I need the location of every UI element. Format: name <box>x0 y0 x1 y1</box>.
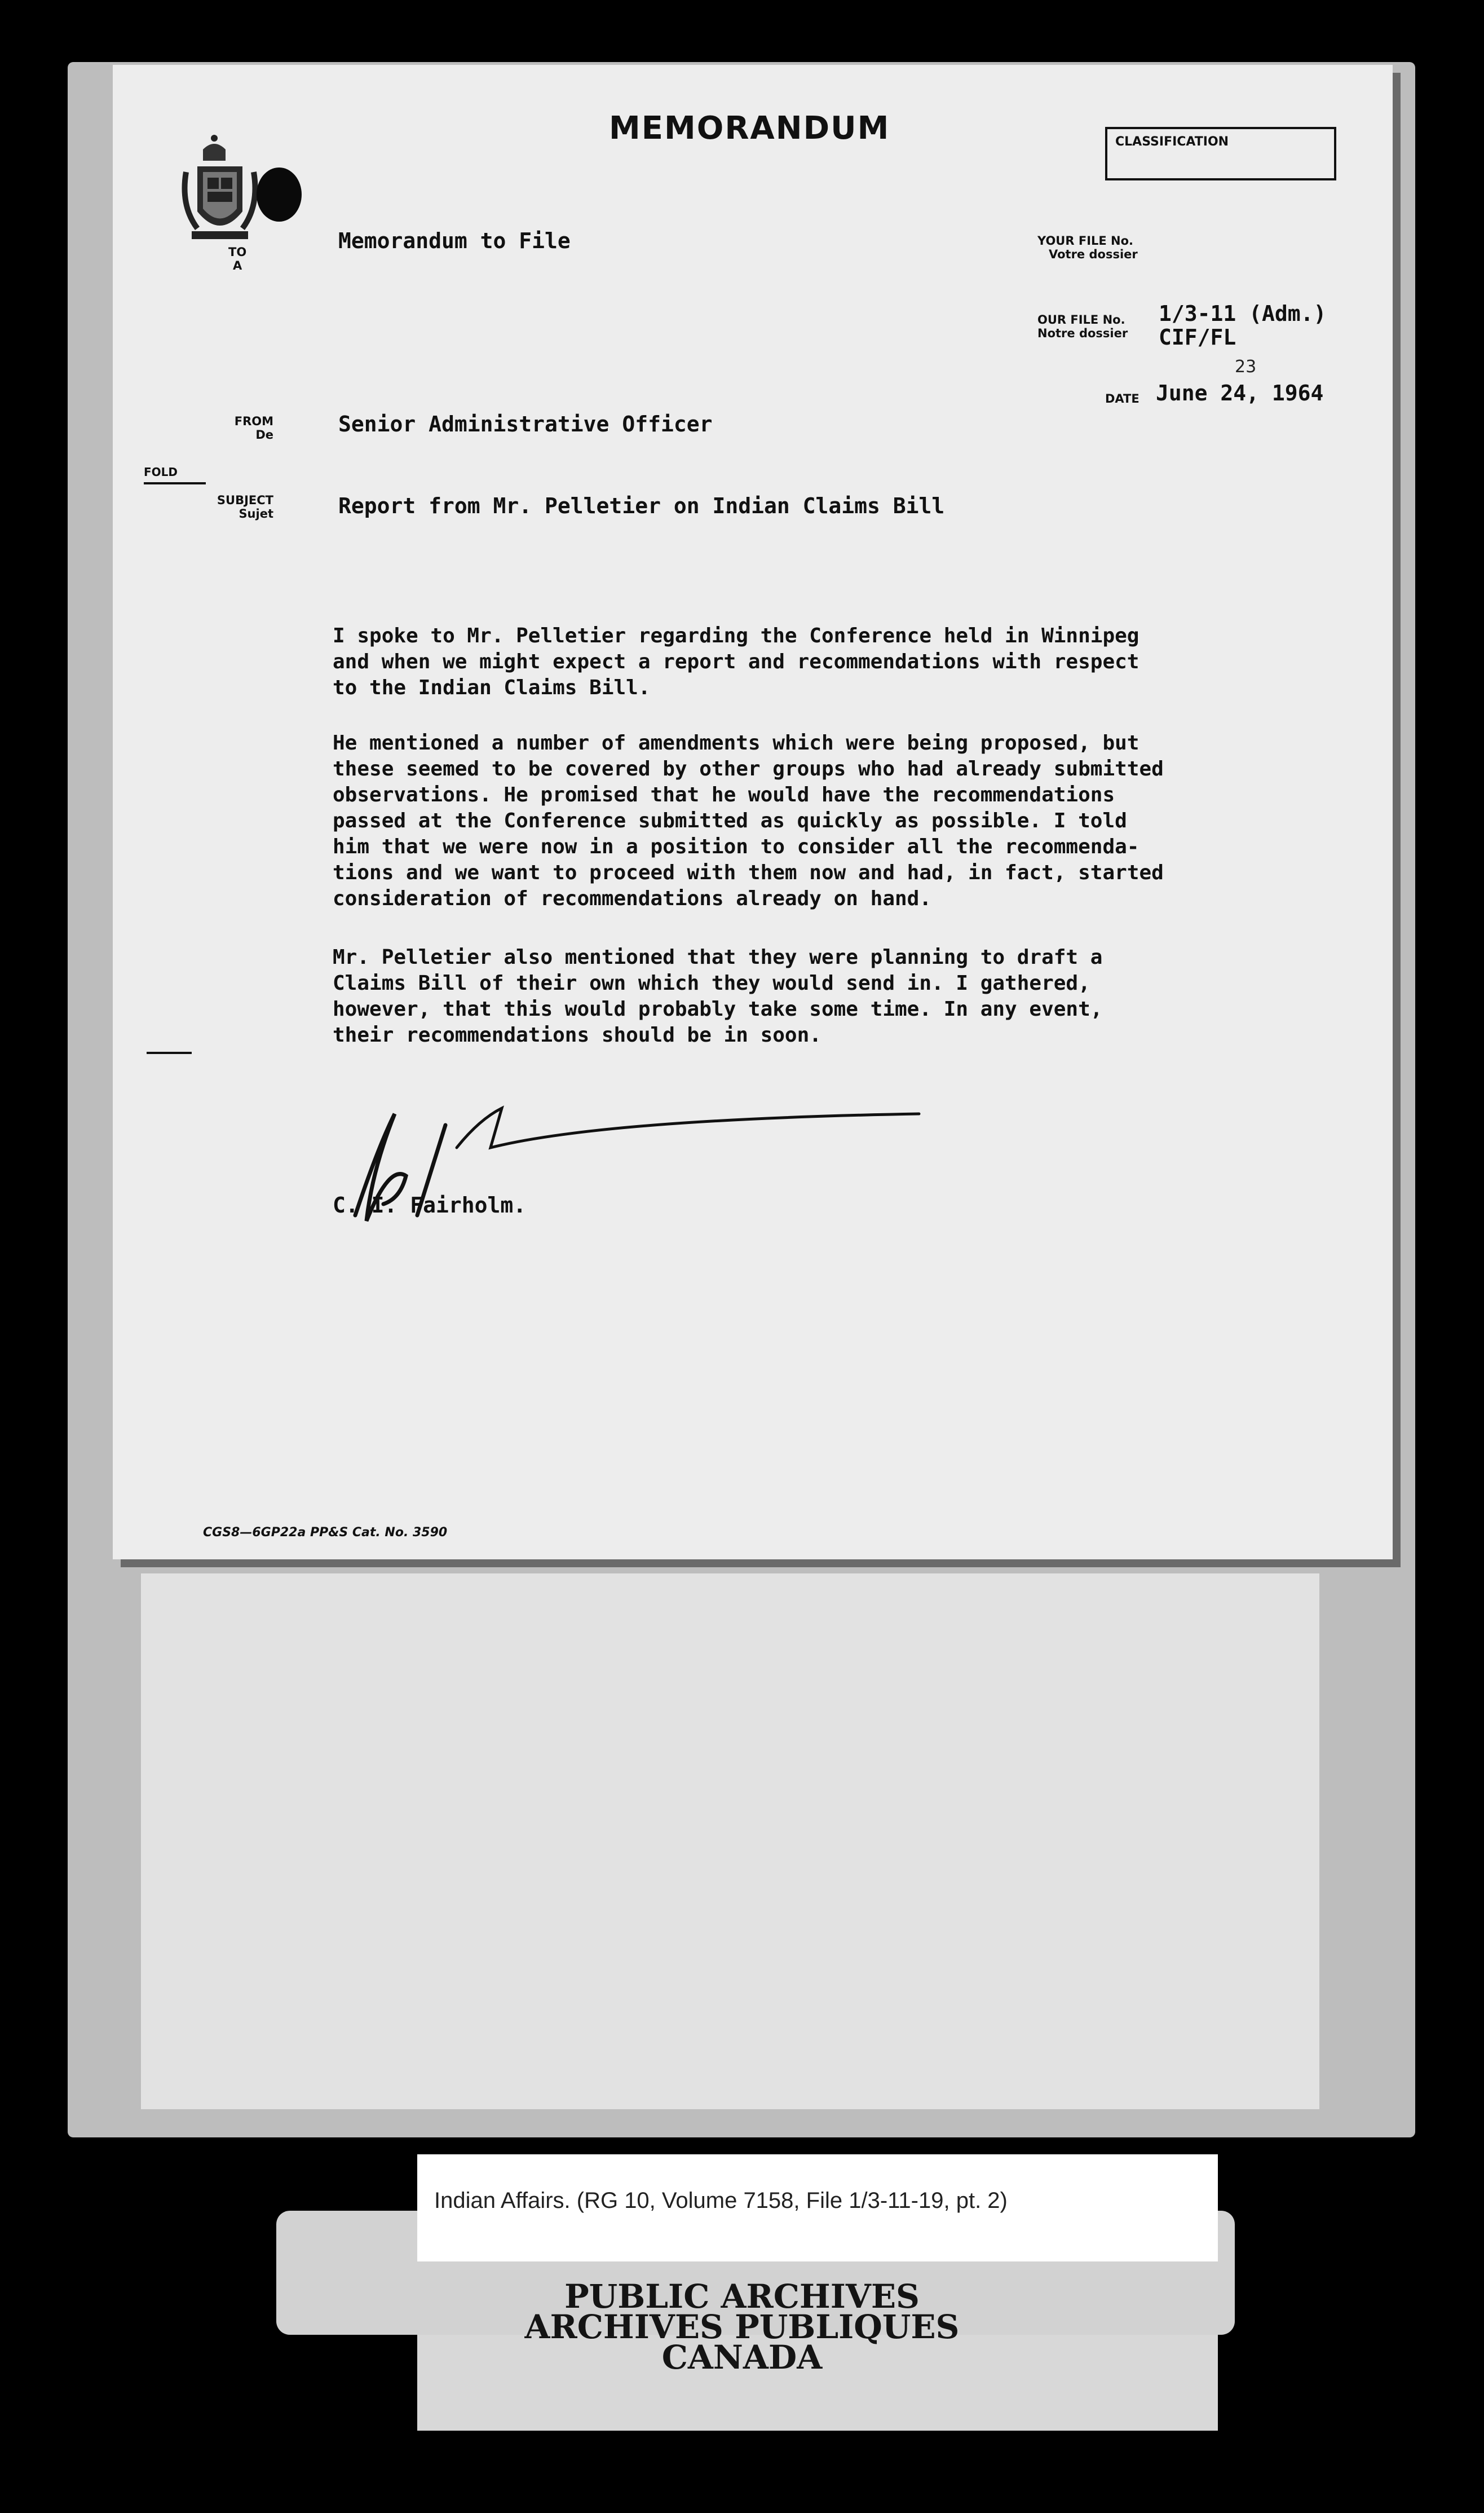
to-value: Memorandum to File <box>338 228 571 253</box>
body-paragraph-3: Mr. Pelletier also mentioned that they were planning to draft a Claims Bill of their own which they would send in. I gathered, however, that this would probably take some time. In any event, their recommendations should be in soon. <box>333 946 1103 1047</box>
our-file-label: OUR FILE No. Notre dossier <box>1037 313 1128 340</box>
archive-stamp-line-3: CANADA <box>661 2338 823 2377</box>
signatory-name: C. I. Fairholm. <box>333 1193 527 1218</box>
blank-lower-sheet <box>141 1573 1319 2109</box>
fold-label: FOLD <box>144 465 178 479</box>
form-code: CGS8—6GP22a PP&S Cat. No. 3590 <box>203 1526 448 1540</box>
fold-line <box>144 482 206 484</box>
date-label: DATE <box>1105 392 1140 405</box>
from-label: FROM De <box>234 415 273 442</box>
from-value: Senior Administrative Officer <box>338 412 713 437</box>
archive-stamp-line-1: PUBLIC ARCHIVES <box>564 2277 920 2316</box>
date-value: June 24, 1964 <box>1156 381 1324 405</box>
date-correction: 23 <box>1235 357 1257 377</box>
body-paragraph-2: He mentioned a number of amendments which were being proposed, but these seemed to be covered by other groups who had already submitted observations. He promised that he would have the recommendations passed at the Conference submitted as quickly as possible. I told him that we were now in a position to consider all the recommenda- tions and we want to proceed with them now and had, in fact, started consideration of recommendations already on hand. <box>333 731 1164 910</box>
subject-value: Report from Mr. Pelletier on Indian Claims Bill <box>338 493 945 518</box>
handwritten-signature <box>333 1080 953 1249</box>
classification-box <box>1105 127 1336 180</box>
subject-label: SUBJECT Sujet <box>217 493 273 521</box>
archive-reference: Indian Affairs. (RG 10, Volume 7158, File 1/3-11-19, pt. 2) <box>434 2188 1008 2213</box>
classification-label: CLASSIFICATION <box>1115 135 1229 149</box>
to-label: TO A <box>228 245 247 272</box>
archive-stamp-line-2: ARCHIVES PUBLIQUES <box>524 2308 960 2346</box>
our-file-value: 1/3-11 (Adm.) CIF/FL <box>1159 301 1327 350</box>
archive-reference-card <box>417 2154 1218 2261</box>
body-paragraph-1: I spoke to Mr. Pelletier regarding the Conference held in Winnipeg and when we might expect a report and recommendations with respect to the Indian Claims Bill. <box>333 624 1140 699</box>
memo-title: MEMORANDUM <box>609 110 890 147</box>
memorandum-page <box>113 65 1393 1559</box>
margin-mark <box>147 1052 192 1054</box>
your-file-label: YOUR FILE No. Votre dossier <box>1037 234 1138 261</box>
